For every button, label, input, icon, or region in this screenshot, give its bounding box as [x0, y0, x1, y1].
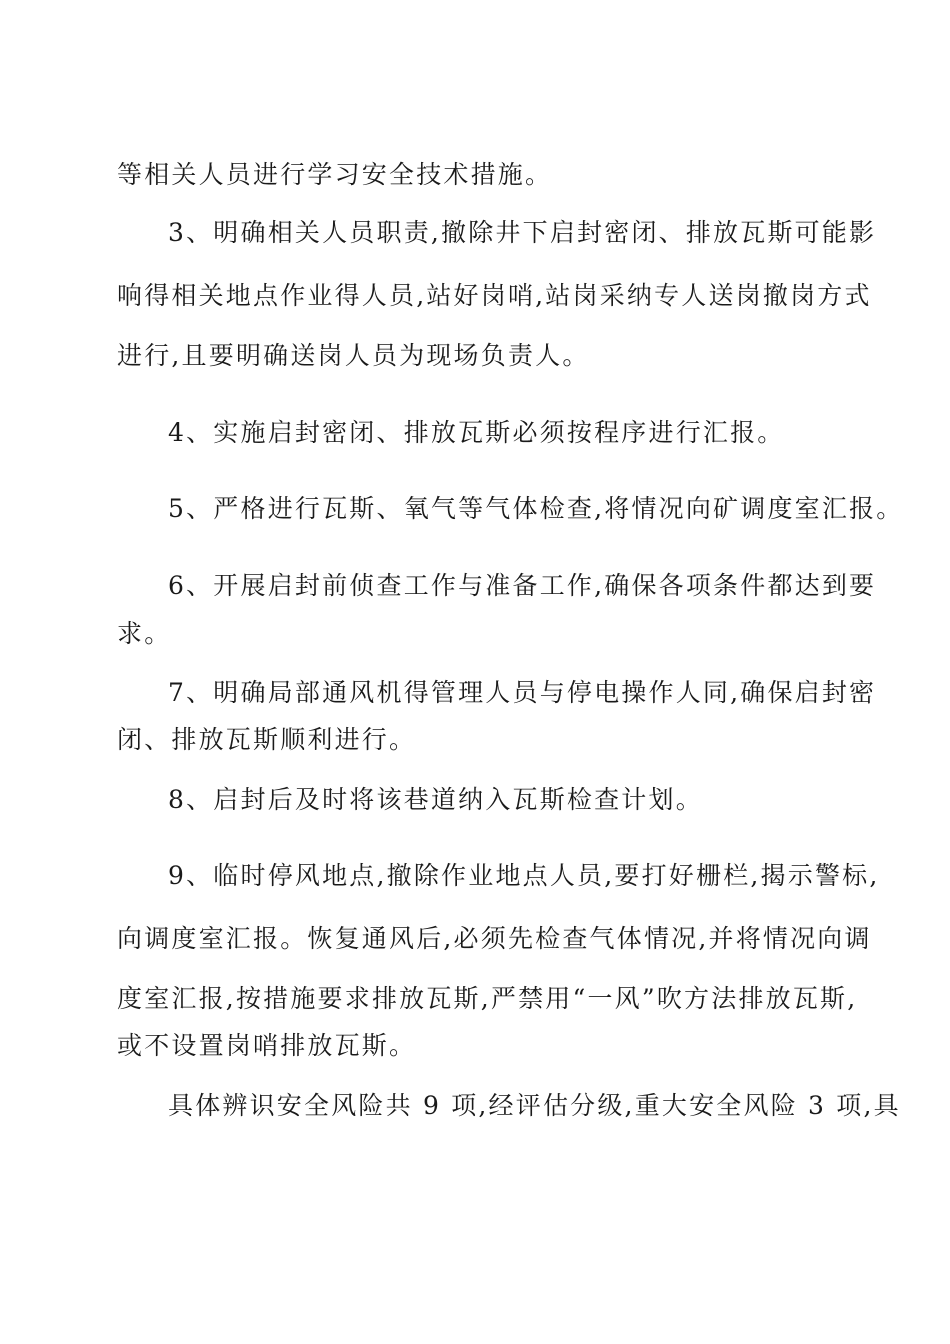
text-line: 度室汇报,按措施要求排放瓦斯,严禁用“一风”吹方法排放瓦斯, — [117, 984, 858, 1013]
text-line: 或不设置岗哨排放瓦斯。 — [117, 1031, 417, 1060]
list-item-5: 5、严格进行瓦斯、氧气等气体检查,将情况向矿调度室汇报。 — [168, 494, 904, 523]
text-line: 进行,且要明确送岗人员为现场负责人。 — [117, 341, 590, 370]
list-item-6: 6、开展启封前侦查工作与准备工作,确保各项条件都达到要 — [168, 571, 877, 600]
list-item-9: 9、临时停风地点,撤除作业地点人员,要打好栅栏,揭示警标, — [168, 861, 880, 890]
list-item-3: 3、明确相关人员职责,撤除井下启封密闭、排放瓦斯可能影 — [168, 218, 877, 247]
text-line: 响得相关地点作业得人员,站好岗哨,站岗采纳专人送岗撤岗方式 — [117, 281, 872, 310]
list-item-8: 8、启封后及时将该巷道纳入瓦斯检查计划。 — [168, 785, 703, 814]
text-line: 求。 — [117, 619, 172, 648]
text-line: 向调度室汇报。恢复通风后,必须先检查气体情况,并将情况向调 — [117, 924, 872, 953]
list-item-4: 4、实施启封密闭、排放瓦斯必须按程序进行汇报。 — [168, 418, 785, 447]
text-line: 闭、排放瓦斯顺利进行。 — [117, 725, 417, 754]
text-line: 等相关人员进行学习安全技术措施。 — [117, 160, 553, 189]
paragraph-risk-summary: 具体辨识安全风险共 9 项,经评估分级,重大安全风险 3 项,具 — [168, 1091, 901, 1120]
list-item-7: 7、明确局部通风机得管理人员与停电操作人同,确保启封密 — [168, 678, 877, 707]
